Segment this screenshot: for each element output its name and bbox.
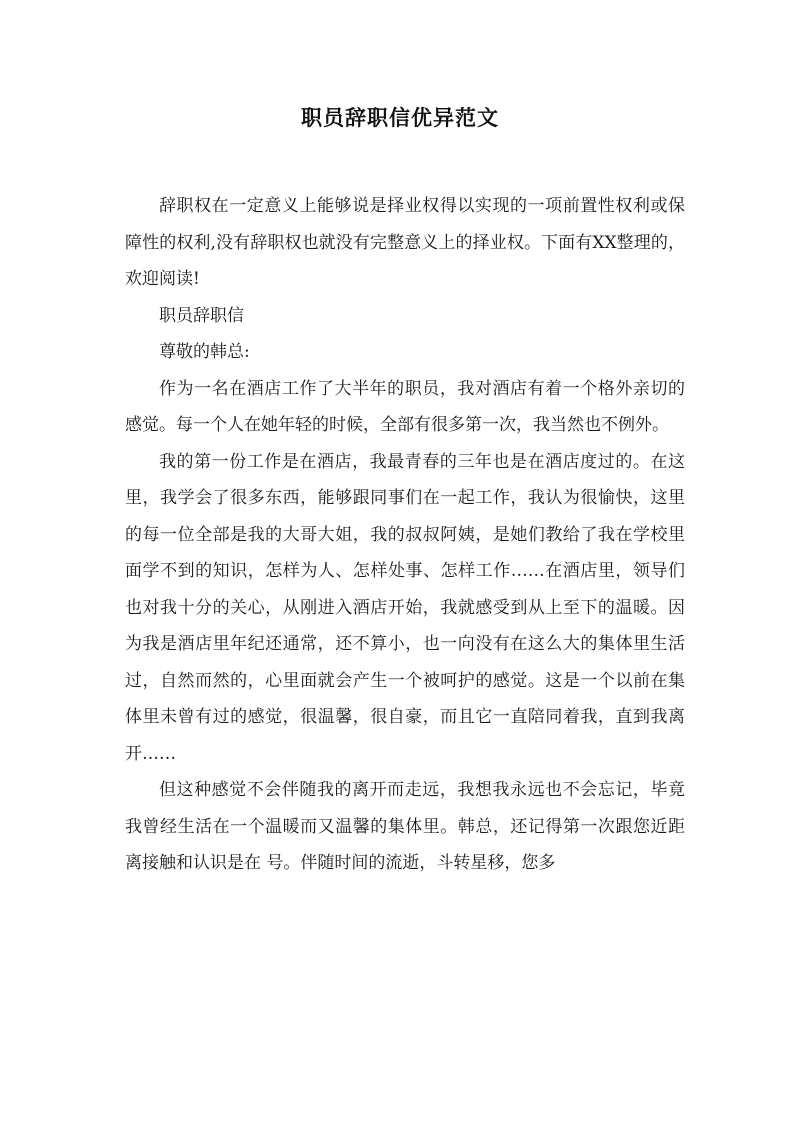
body-paragraph: 我的第一份工作是在酒店，我最青春的三年也是在酒店度过的。在这里，我学会了很多东西，能够跟同事们在一起工作，我认为很愉快，这里的每一位全部是我的大哥大姐，我的叔叔阿姨，是她们教给了我在学校里面学不到的知识，怎样为人、怎样处事、怎样工作……在酒店里，领导们也对我十分的关心，从刚进入酒店开始，我就感受到从上至下的温暖。因为我是酒店里年纪还通常，还不算小，也一向没有在这么大的集体里生活过，自然而然的，心里面就会产生一个被呵护的感觉。这是一个以前在集体里未曾有过的感觉，很温馨，很自豪，而且它一直陪同着我，直到我离开…… xyxy=(125,451,685,764)
document-body xyxy=(125,188,685,882)
body-paragraph: 但这种感觉不会伴随我的离开而走远，我想我永远也不会忘记，毕竟我曾经生活在一个温暖而又温馨的集体里。韩总，还记得第一次跟您近距离接触和认识是在 号。伴随时间的流逝，斗转星移，您多 xyxy=(125,780,685,873)
document-title: 职员辞职信优异范文 xyxy=(301,105,499,130)
intro-paragraph: 辞职权在一定意义上能够说是择业权得以实现的一项前置性权利或保障性的权利,没有辞职权也就没有完整意义上的择业权。下面有XX整理的，欢迎阅读! xyxy=(125,196,685,289)
letter-heading: 职员辞职信 xyxy=(159,305,244,326)
letter-salutation: 尊敬的韩总: xyxy=(159,342,250,362)
body-paragraph: 作为一名在酒店工作了大半年的职员，我对酒店有着一个格外亲切的感觉。每一个人在她年轻的时候，全部有很多第一次，我当然也不例外。 xyxy=(125,378,685,435)
